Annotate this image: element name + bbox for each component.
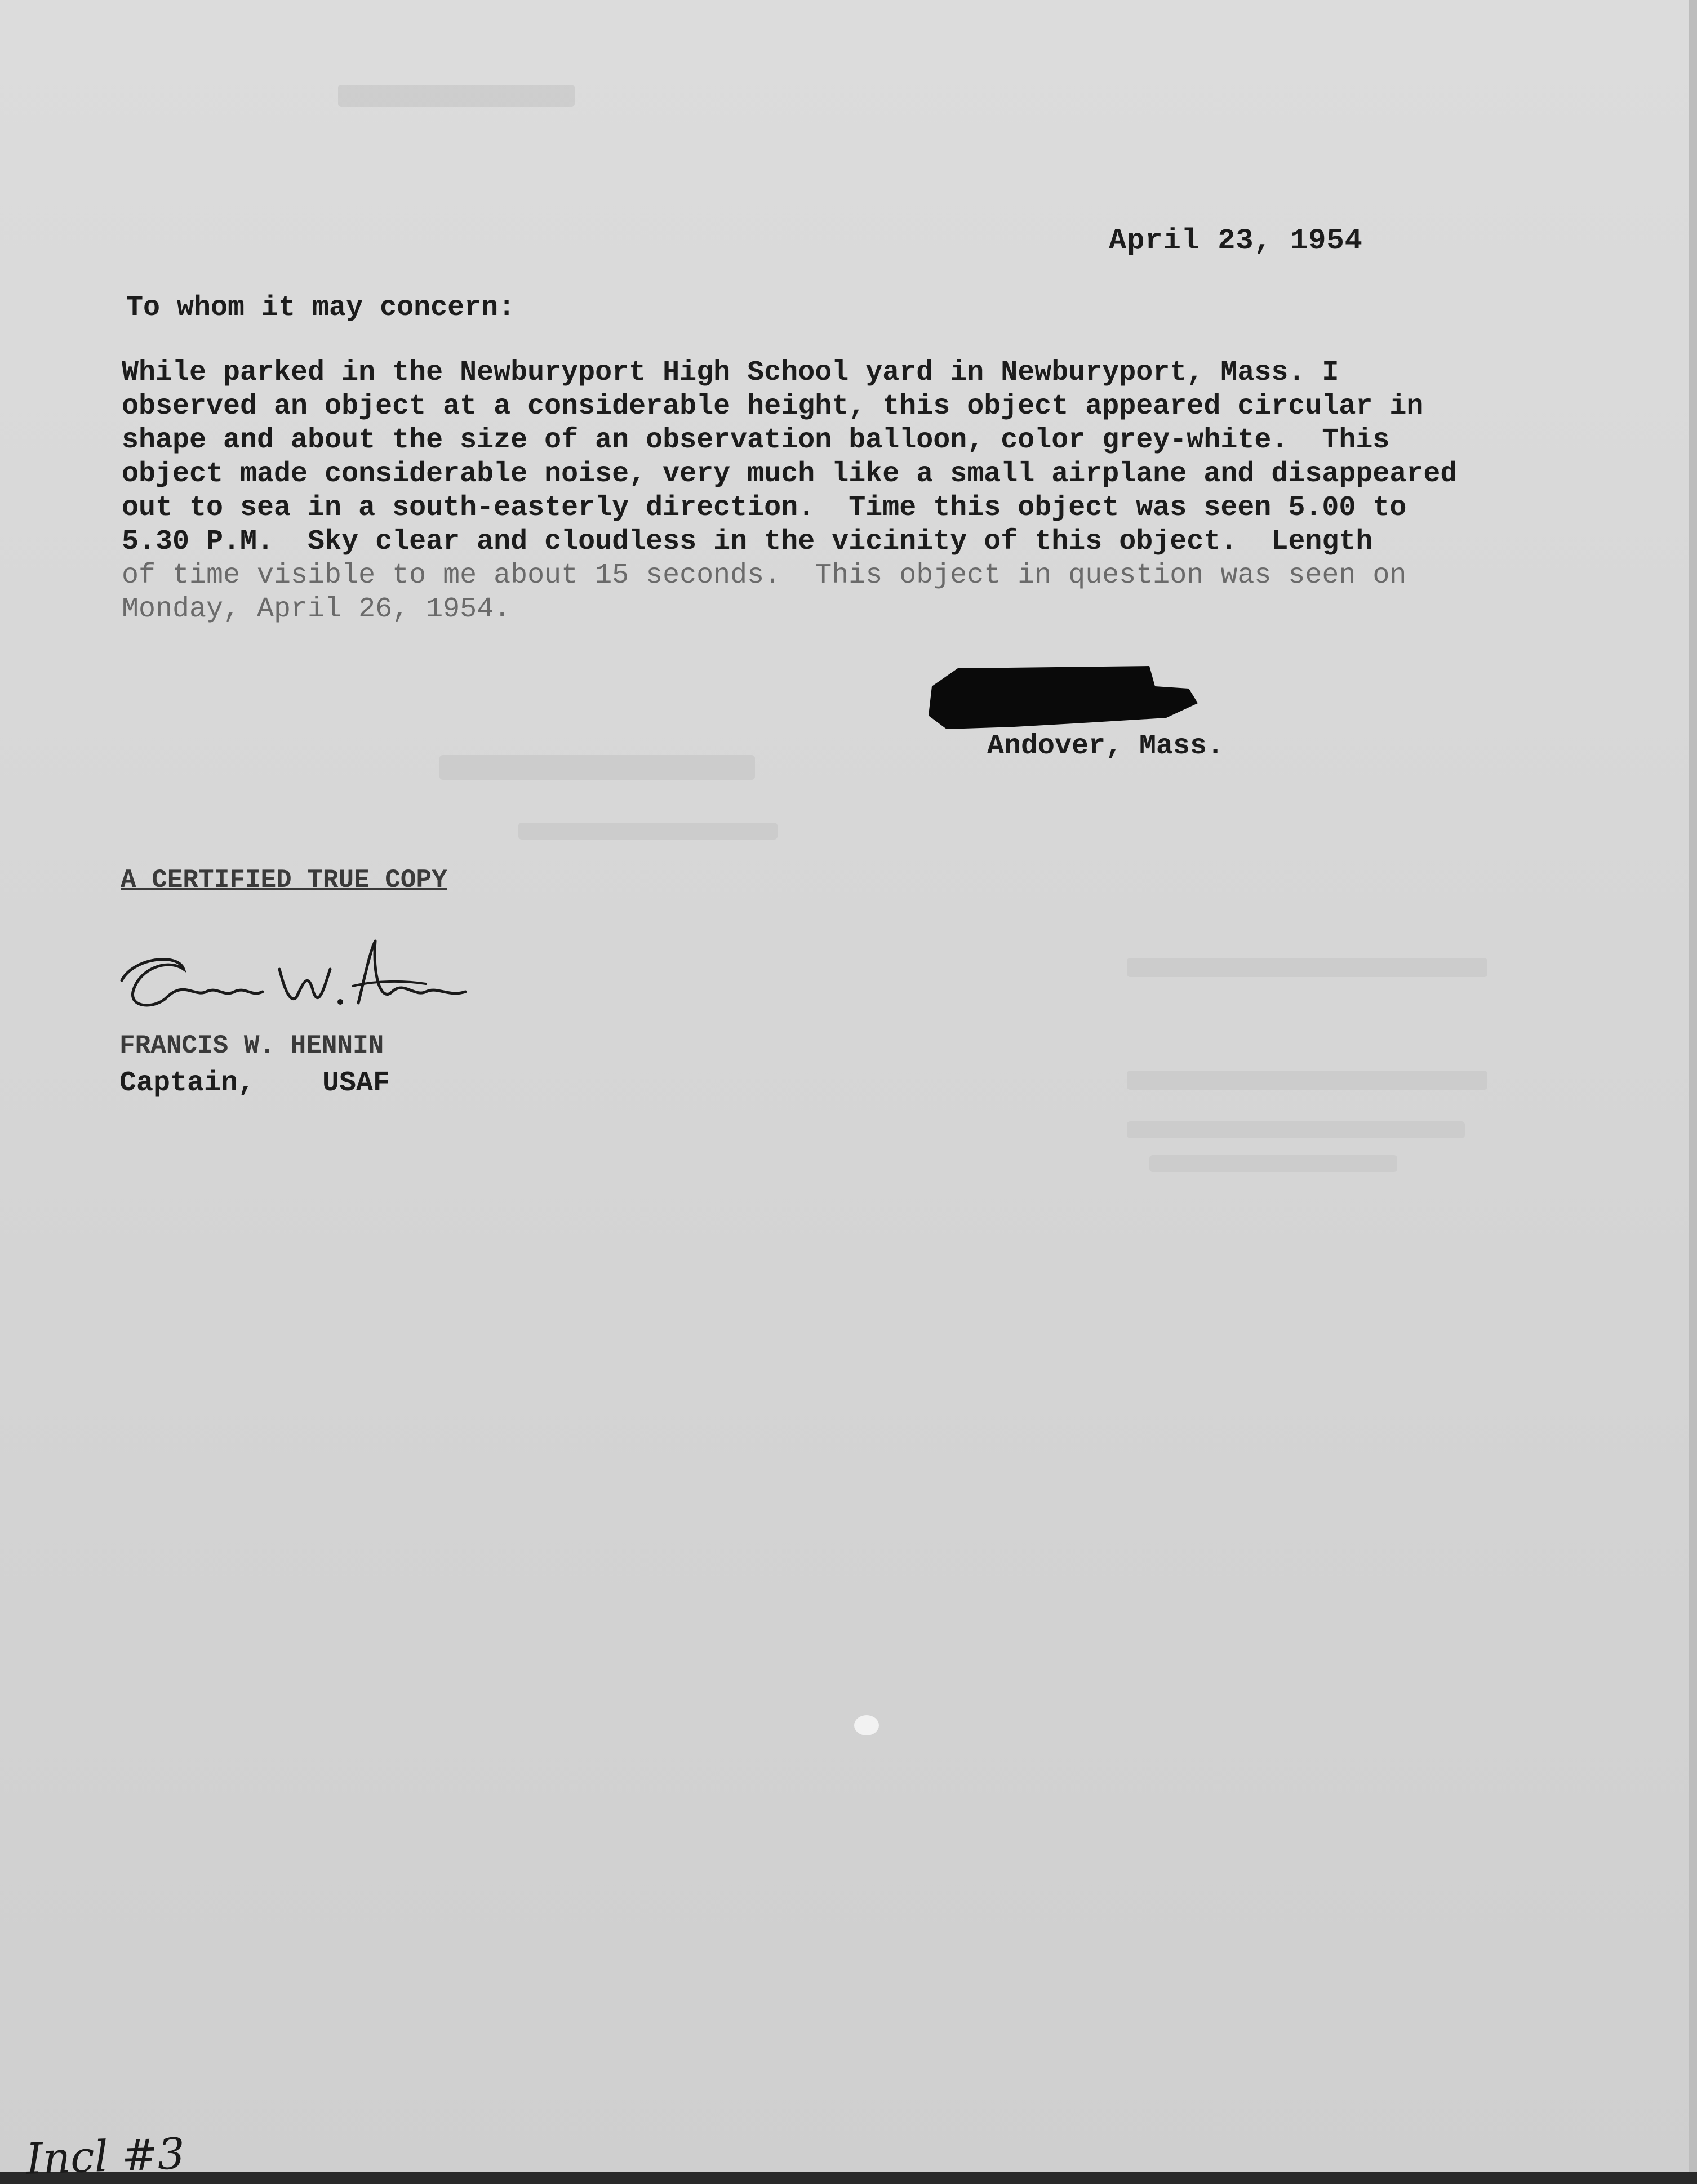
bleed-through-mark — [1149, 1155, 1397, 1172]
body-line: out to sea in a south-easterly direction. Time this object was seen 5.00 to — [122, 492, 1407, 524]
bleed-through-mark — [518, 823, 778, 840]
letter-date: April 23, 1954 — [1109, 224, 1363, 258]
body-line: While parked in the Newburyport High School yard in Newburyport, Mass. I — [122, 357, 1339, 389]
bleed-through-mark — [1127, 958, 1487, 977]
bleed-through-mark — [338, 85, 575, 107]
redaction-block — [924, 664, 1200, 730]
bleed-through-mark — [439, 755, 755, 780]
salutation: To whom it may concern: — [126, 292, 516, 324]
certification-heading: A CERTIFIED TRUE COPY — [121, 865, 447, 895]
body-line: of time visible to me about 15 seconds. This object in question was seen on — [122, 560, 1407, 592]
handwritten-enclosure-note: Incl #3 — [25, 2128, 186, 2184]
certifier-name: FRANCIS W. HENNIN — [119, 1031, 384, 1060]
body-line: shape and about the size of an observation balloon, color grey-white. This — [122, 424, 1390, 456]
body-line: Monday, April 26, 1954. — [122, 593, 511, 625]
service-label: USAF — [322, 1067, 390, 1099]
body-line: object made considerable noise, very much like a small airplane and disappeared — [122, 458, 1458, 490]
letter-body — [122, 356, 1485, 627]
body-line: 5.30 P.M. Sky clear and cloudless in the vicinity of this object. Length — [122, 526, 1373, 558]
scan-edge-bottom — [0, 2172, 1697, 2184]
handwritten-signature — [110, 935, 471, 1026]
scan-speck — [854, 1715, 879, 1735]
bleed-through-mark — [1127, 1071, 1487, 1090]
bleed-through-mark — [1127, 1121, 1465, 1138]
rank-label: Captain, — [119, 1067, 255, 1099]
scan-edge-right — [1689, 0, 1697, 2184]
body-line: observed an object at a considerable height, this object appeared circular in — [122, 390, 1424, 423]
signer-location: Andover, Mass. — [987, 730, 1224, 762]
certifier-rank — [119, 1067, 390, 1099]
